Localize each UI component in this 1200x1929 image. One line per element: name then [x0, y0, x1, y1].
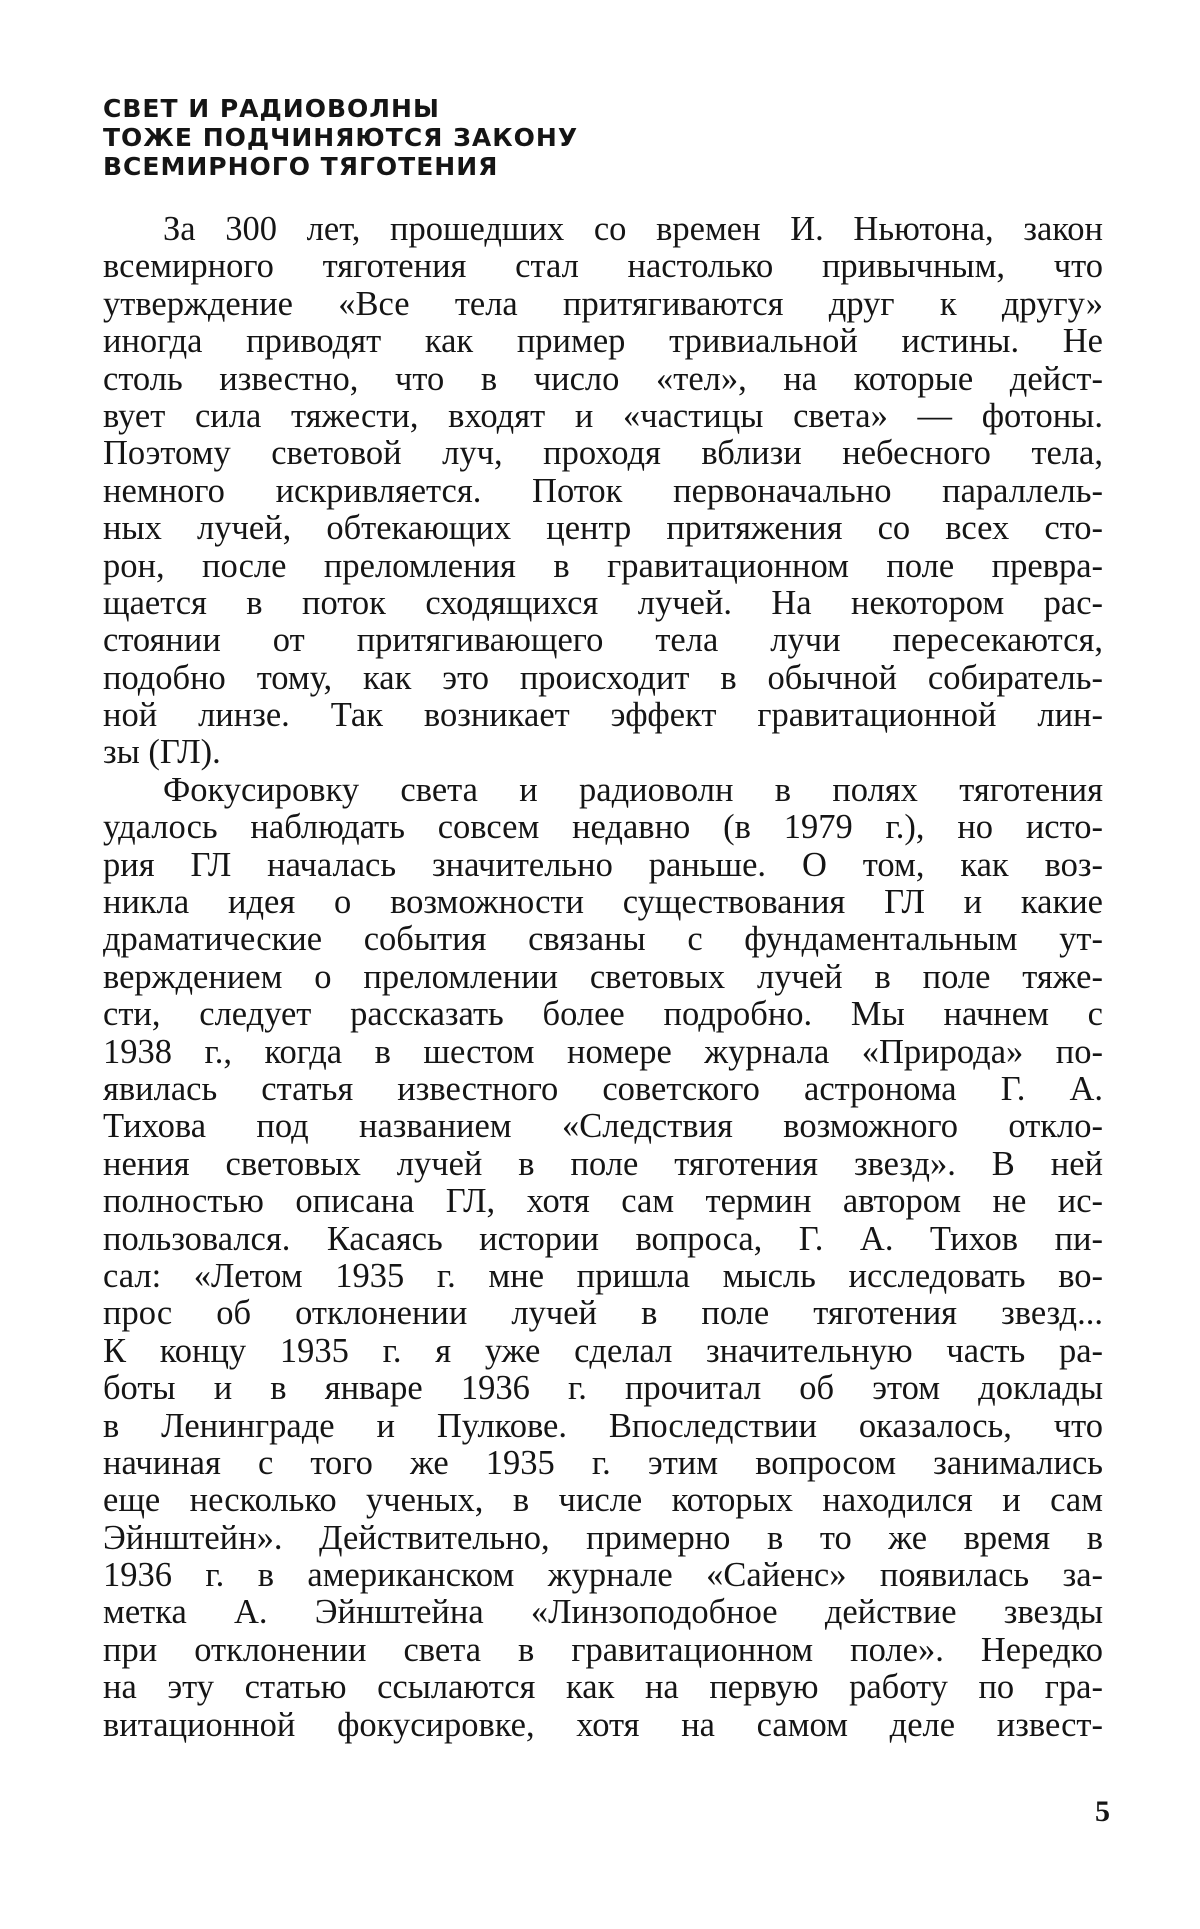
- heading-line: СВЕТ И РАДИОВОЛНЫ: [103, 94, 440, 123]
- section-heading: [103, 94, 703, 181]
- text-line: немного искривляется. Поток первоначально параллель-: [103, 471, 1103, 510]
- text-line: пользовался. Касаясь истории вопроса, Г. А. Тихов пи-: [103, 1219, 1103, 1258]
- text-line: всемирного тяготения стал настолько привычным, что: [103, 247, 1103, 286]
- text-line: еще несколько ученых, в числе которых находился и сам: [103, 1481, 1103, 1520]
- text-line: драматические события связаны с фундаментальным ут-: [103, 920, 1103, 959]
- text-line: Поэтому световой луч, проходя вблизи небесного тела,: [103, 434, 1103, 473]
- text-line: ной линзе. Так возникает эффект гравитационной лин-: [103, 696, 1103, 735]
- heading-line: ТОЖЕ ПОДЧИНЯЮТСЯ ЗАКОНУ: [103, 123, 579, 152]
- text-line: нения световых лучей в поле тяготения звезд». В ней: [103, 1144, 1103, 1183]
- text-line: верждением о преломлении световых лучей в поле тяже-: [103, 957, 1103, 996]
- text-line: ных лучей, обтекающих центр притяжения со всех сто-: [103, 509, 1103, 548]
- text-line: Тихова под названием «Следствия возможного откло-: [103, 1107, 1103, 1146]
- text-line: К концу 1935 г. я уже сделал значительную часть ра-: [103, 1331, 1103, 1370]
- text-line: стоянии от притягивающего тела лучи пересекаются,: [103, 621, 1103, 660]
- text-line: утверждение «Все тела притягиваются друг к другу»: [103, 284, 1103, 323]
- text-line: полностью описана ГЛ, хотя сам термин автором не ис-: [103, 1182, 1103, 1221]
- text-line: вует сила тяжести, входят и «частицы света» — фотоны.: [103, 396, 1103, 435]
- text-line: подобно тому, как это происходит в обычной собиратель-: [103, 658, 1103, 697]
- text-line: За 300 лет, прошедших со времен И. Ньютона, закон: [163, 210, 1103, 248]
- text-line: никла идея о возможности существования ГЛ и какие: [103, 883, 1103, 922]
- text-line: начиная с того же 1935 г. этим вопросом занимались: [103, 1443, 1103, 1482]
- text-line: боты и в январе 1936 г. прочитал об этом доклады: [103, 1369, 1103, 1408]
- text-line: иногда приводят как пример тривиальной истины. Не: [103, 322, 1103, 361]
- body-text: [103, 211, 1103, 1744]
- text-line: метка А. Эйнштейна «Линзоподобное действие звезды: [103, 1593, 1103, 1632]
- text-line: сал: «Летом 1935 г. мне пришла мысль исследовать во-: [103, 1256, 1103, 1295]
- text-line: сти, следует рассказать более подробно. Мы начнем с: [103, 995, 1103, 1034]
- text-line: явилась статья известного советского астронома Г. А.: [103, 1069, 1103, 1108]
- text-line: рия ГЛ началась значительно раньше. О том, как воз-: [103, 845, 1103, 884]
- text-line: 1938 г., когда в шестом номере журнала «Природа» по-: [103, 1032, 1103, 1071]
- text-line: столь известно, что в число «тел», на которые дейст-: [103, 359, 1103, 398]
- text-line: прос об отклонении лучей в поле тяготения звезд...: [103, 1294, 1103, 1333]
- page-number: 5: [1095, 1795, 1110, 1828]
- text-line: Фокусировку света и радиоволн в полях тяготения: [163, 770, 1103, 809]
- text-line: удалось наблюдать совсем недавно (в 1979 г.), но исто-: [103, 808, 1103, 847]
- text-line: щается в поток сходящихся лучей. На некотором рас-: [103, 583, 1103, 622]
- text-line: зы (ГЛ).: [103, 733, 221, 772]
- text-line: рон, после преломления в гравитационном поле превра-: [103, 546, 1103, 585]
- text-line: 1936 г. в американском журнале «Сайенс» появилась за-: [103, 1556, 1103, 1595]
- text-line: витационной фокусировке, хотя на самом деле извест-: [103, 1705, 1103, 1744]
- text-line: Эйнштейн». Действительно, примерно в то же время в: [103, 1518, 1103, 1557]
- text-line: в Ленинграде и Пулкове. Впоследствии оказалось, что: [103, 1406, 1103, 1445]
- text-line: при отклонении света в гравитационном поле». Нередко: [103, 1630, 1103, 1669]
- heading-line: ВСЕМИРНОГО ТЯГОТЕНИЯ: [103, 152, 499, 181]
- text-line: на эту статью ссылаются как на первую работу по гра-: [103, 1668, 1103, 1707]
